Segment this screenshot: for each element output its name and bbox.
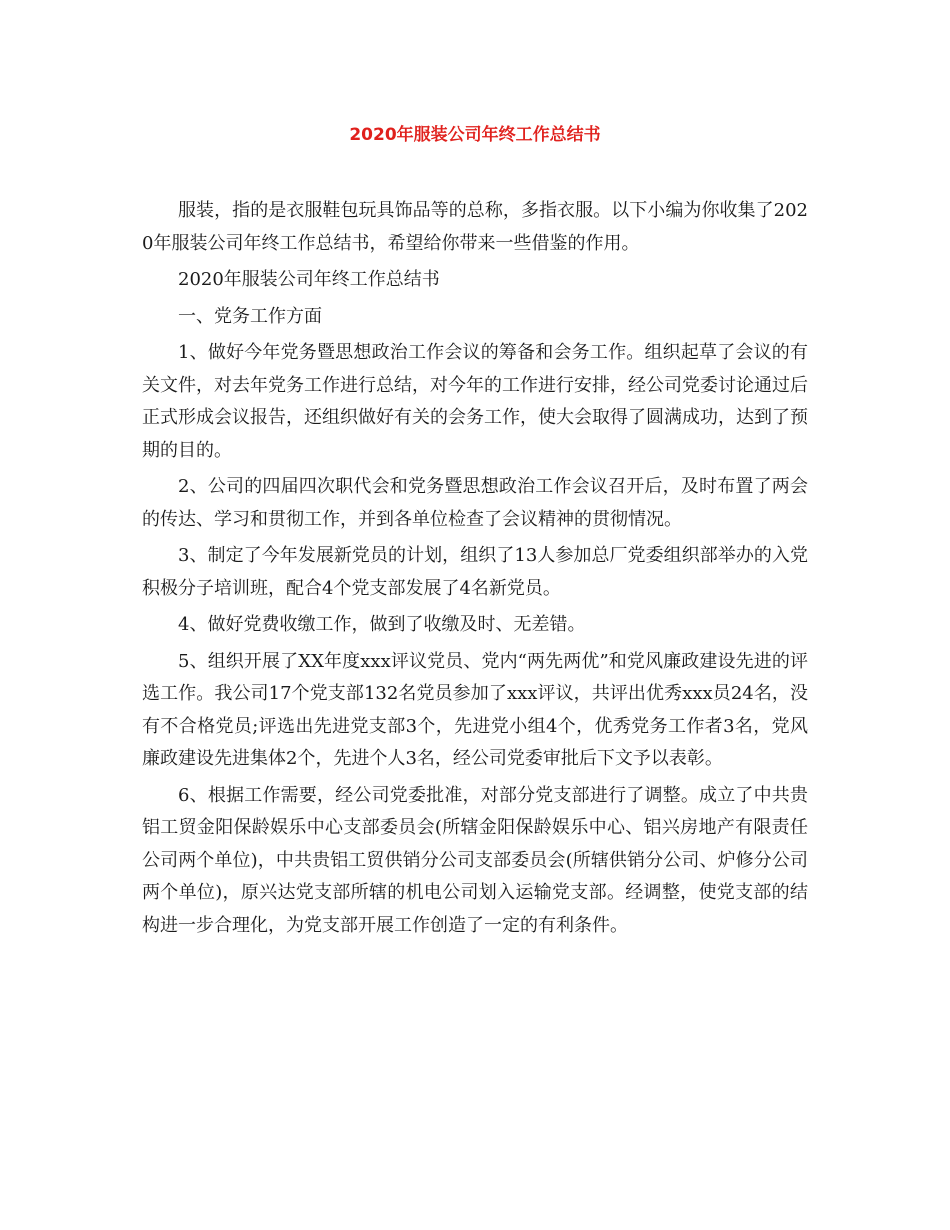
paragraph-item-4: 4、做好党费收缴工作，做到了收缴及时、无差错。: [178, 614, 586, 635]
paragraph-item-3: 3、制定了今年发展新党员的计划，组织了13人参加总厂党委组织部举办的入党积极分子培训班，配合4个党支部发展了4名新党员。: [142, 545, 808, 599]
document-title: 2020年服装公司年终工作总结书: [349, 125, 601, 145]
paragraph-subtitle: 2020年服装公司年终工作总结书: [178, 269, 440, 290]
document-body: [142, 195, 808, 946]
paragraph-item-5: 5、组织开展了XX年度xxx评议党员、党内“两先两优”和党风廉政建设先进的评选工作。我公司17个党支部132名党员参加了xxx评议，共评出优秀xxx员24名，没有不合格党员;评选出先进党支部3个，先进党小组4个，优秀党务工作者3名，党风廉政建设先进集体2个，先进个人3名，经公司党委审批后下文予以表彰。: [142, 650, 808, 769]
paragraph-item-2: 2、公司的四届四次职代会和党务暨思想政治工作会议召开后，及时布置了两会的传达、学习和贯彻工作，并到各单位检查了会议精神的贯彻情况。: [142, 476, 808, 530]
section-heading-party-work: 一、党务工作方面: [178, 305, 322, 327]
paragraph-item-6: 6、根据工作需要，经公司党委批准，对部分党支部进行了调整。成立了中共贵铝工贸金阳保龄娱乐中心支部委员会(所辖金阳保龄娱乐中心、铝兴房地产有限责任公司两个单位)，中共贵铝工贸供销分公司支部委员会(所辖供销分公司、炉修分公司两个单位)，原兴达党支部所辖的机电公司划入运输党支部。经调整，使党支部的结构进一步合理化，为党支部开展工作创造了一定的有利条件。: [142, 784, 808, 936]
paragraph-item-1: 1、做好今年党务暨思想政治工作会议的筹备和会务工作。组织起草了会议的有关文件，对去年党务工作进行总结，对今年的工作进行安排，经公司党委讨论通过后正式形成会议报告，还组织做好有关的会务工作，使大会取得了圆满成功，达到了预期的目的。: [142, 342, 808, 461]
paragraph-intro: 服装，指的是衣服鞋包玩具饰品等的总称，多指衣服。以下小编为你收集了2020年服装公司年终工作总结书，希望给你带来一些借鉴的作用。: [142, 200, 808, 254]
